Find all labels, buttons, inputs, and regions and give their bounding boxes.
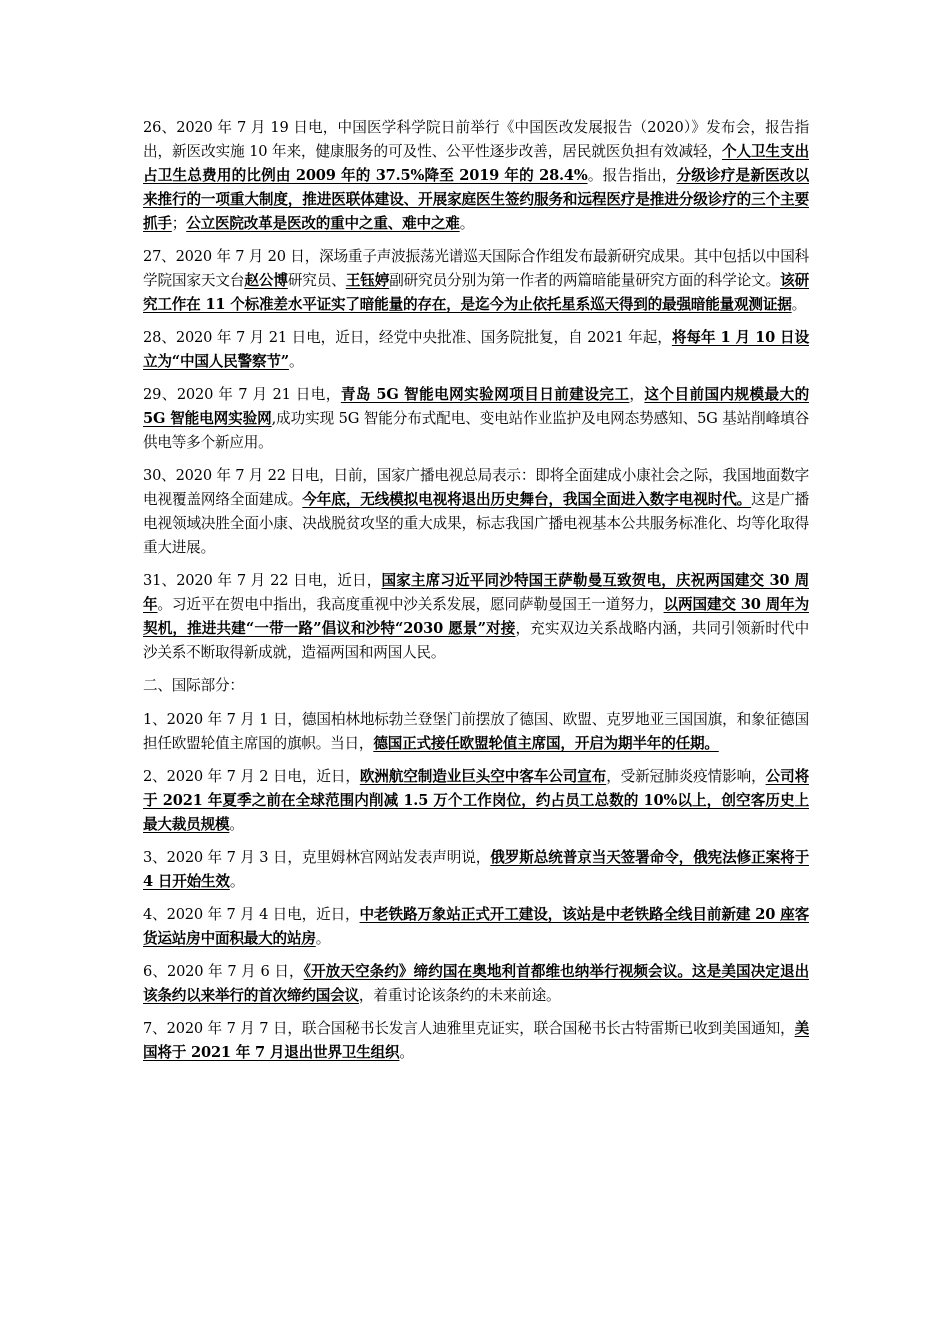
news-paragraph	[143, 1017, 809, 1065]
news-paragraph	[143, 846, 809, 894]
highlighted-text: 欧洲航空制造业巨头空中客车公司宣布	[359, 768, 607, 785]
paragraph-text: ，着重讨论该条约的未来前途。	[358, 987, 561, 1004]
paragraph-text: 7、2020 年 7 月 7 日，联合国秘书长发言人迪雅里克证实，联合国秘书长古特雷斯已收到美国通知，	[143, 1020, 795, 1037]
paragraph-text: 二、国际部分：	[143, 677, 244, 694]
paragraph-text: 6、2020 年 7 月 6 日，	[143, 963, 304, 980]
paragraph-text: 29、2020 年 7 月 21 日电，	[143, 386, 341, 403]
highlighted-text: 今年底，无线模拟电视将退出历史舞台，我国全面进入数字电视时代。	[302, 491, 752, 508]
highlighted-text: 将每年 1 月 10 日设立为“中国人民警察节”	[143, 329, 810, 370]
highlighted-text: 该研究工作在 11 个标准差水平证实了暗能量的存在，是迄今为止依托星系巡天得到的最强暗能量观测证据	[143, 272, 810, 313]
news-paragraph	[143, 960, 809, 1008]
news-paragraph	[143, 765, 809, 837]
news-paragraph	[143, 569, 809, 665]
highlighted-text: 《开放天空条约》缔约国在奥地利首都维也纳举行视频会议。这是美国决定退出该条约以来举行的首次缔约国会议	[143, 963, 809, 1004]
document-page	[143, 116, 809, 1074]
paragraph-text: ,成功实现 5G 智能分布式配电、变电站作业监护及电网态势感知、5G 基站削峰填谷供电等多个新应用。	[143, 410, 809, 451]
paragraph-text: 。习近平在贺电中指出，我高度重视中沙关系发展，愿同萨勒曼国王一道努力，	[157, 596, 664, 613]
paragraph-text: 。	[791, 296, 807, 313]
paragraph-text: 4、2020 年 7 月 4 日电，近日，	[143, 906, 360, 923]
news-paragraph	[143, 903, 809, 951]
paragraph-text: 。	[288, 353, 304, 370]
highlighted-text: 国家主席习近平同沙特国王萨勒曼互致贺电，庆祝两国建交 30 周年	[143, 572, 809, 613]
highlighted-text: 赵公博	[244, 272, 288, 289]
paragraph-text: 。报告指出，	[587, 167, 677, 184]
highlighted-text: 王钰婷	[345, 272, 390, 289]
paragraph-text: 。	[399, 1044, 414, 1061]
highlighted-text: 美国将于 2021 年 7 月退出世界卫生组织	[143, 1020, 809, 1061]
highlighted-text: 以两国建交 30 周年为契机，推进共建“一带一路”倡议和沙特“2030 愿景”对接	[143, 596, 809, 637]
news-paragraph	[143, 245, 809, 317]
paragraph-text: 2、2020 年 7 月 2 日电，近日，	[143, 768, 360, 785]
paragraph-text: ，充实双边关系战略内涵，共同引领新时代中沙关系不断取得新成就，造福两国和两国人民。	[143, 620, 809, 661]
highlighted-text: 俄罗斯总统普京当天签署命令，俄宪法修正案将于 4 日开始生效	[143, 849, 809, 890]
highlighted-text: 德国正式接任欧盟轮值主席国，开启为期半年的任期。	[373, 735, 719, 752]
paragraph-text: 。	[229, 873, 245, 890]
news-paragraph	[143, 464, 809, 560]
paragraph-text: 28、2020 年 7 月 21 日电，近日，经党中央批准、国务院批复，自 2021 年起，	[143, 329, 672, 346]
highlighted-text: 公立医院改革是医改的重中之重、难中之难	[186, 215, 460, 232]
highlighted-text: 个人卫生支出占卫生总费用的比例由 2009 年的 37.5%降至 2019 年的 28.4%	[143, 143, 809, 184]
section-heading	[143, 674, 809, 698]
paragraph-text: 27、2020 年 7 月 20 日，深场重子声波振荡光谱巡天国际合作组发布最新研究成果。其中包括以中国科学院国家天文台	[143, 248, 809, 289]
paragraph-text: 研究员、	[287, 272, 346, 289]
paragraph-text: 30、2020 年 7 月 22 日电，日前，国家广播电视总局表示：即将全面建成小康社会之际，我国地面数字电视覆盖网络全面建成。	[143, 467, 809, 508]
highlighted-text: 公司将于 2021 年夏季之前在全球范围内削减 1.5 万个工作岗位，约占员工总数的 10%以上，创空客历史上最大裁员规模	[143, 768, 809, 833]
paragraph-text: 1、2020 年 7 月 1 日，德国柏林地标勃兰登堡门前摆放了德国、欧盟、克罗地亚三国国旗，和象征德国担任欧盟轮值主席国的旗帜。当日，	[143, 711, 809, 752]
paragraph-text: 。	[315, 930, 331, 947]
paragraph-text: 。	[229, 816, 244, 833]
paragraph-text: 3、2020 年 7 月 3 日，克里姆林宫网站发表声明说，	[143, 849, 491, 866]
paragraph-text: ，	[629, 386, 645, 403]
highlighted-text: 中老铁路万象站正式开工建设，该站是中老铁路全线目前新建 20 座客货运站房中面积最大的站房	[143, 906, 809, 947]
paragraph-text: ；	[171, 215, 187, 232]
paragraph-text: 这是广播电视领域决胜全面小康、决战脱贫攻坚的重大成果，标志我国广播电视基本公共服务标准化、均等化取得重大进展。	[143, 491, 809, 556]
news-paragraph	[143, 708, 809, 756]
highlighted-text: 这个目前国内规模最大的 5G 智能电网实验网	[143, 386, 809, 427]
news-paragraph	[143, 326, 809, 374]
highlighted-text: 青岛 5G 智能电网实验网项目日前建设完工	[340, 386, 630, 403]
paragraph-text: 31、2020 年 7 月 22 日电，近日，	[143, 572, 382, 589]
news-paragraph	[143, 116, 809, 236]
paragraph-text: ，受新冠肺炎疫情影响，	[606, 768, 766, 785]
news-paragraph	[143, 383, 809, 455]
highlighted-text: 分级诊疗是新医改以来推行的一项重大制度，推进医联体建设、开展家庭医生签约服务和远程医疗是推进分级诊疗的三个主要抓手	[143, 167, 809, 232]
paragraph-text: 副研究员分别为第一作者的两篇暗能量研究方面的科学论文。	[389, 272, 781, 289]
paragraph-text: 。	[459, 215, 475, 232]
paragraph-text: 26、2020 年 7 月 19 日电，中国医学科学院日前举行《中国医改发展报告（2020）》发布会，报告指出，新医改实施 10 年来，健康服务的可及性、公平性逐步改善，居民就医负担有效减轻，	[143, 119, 809, 160]
